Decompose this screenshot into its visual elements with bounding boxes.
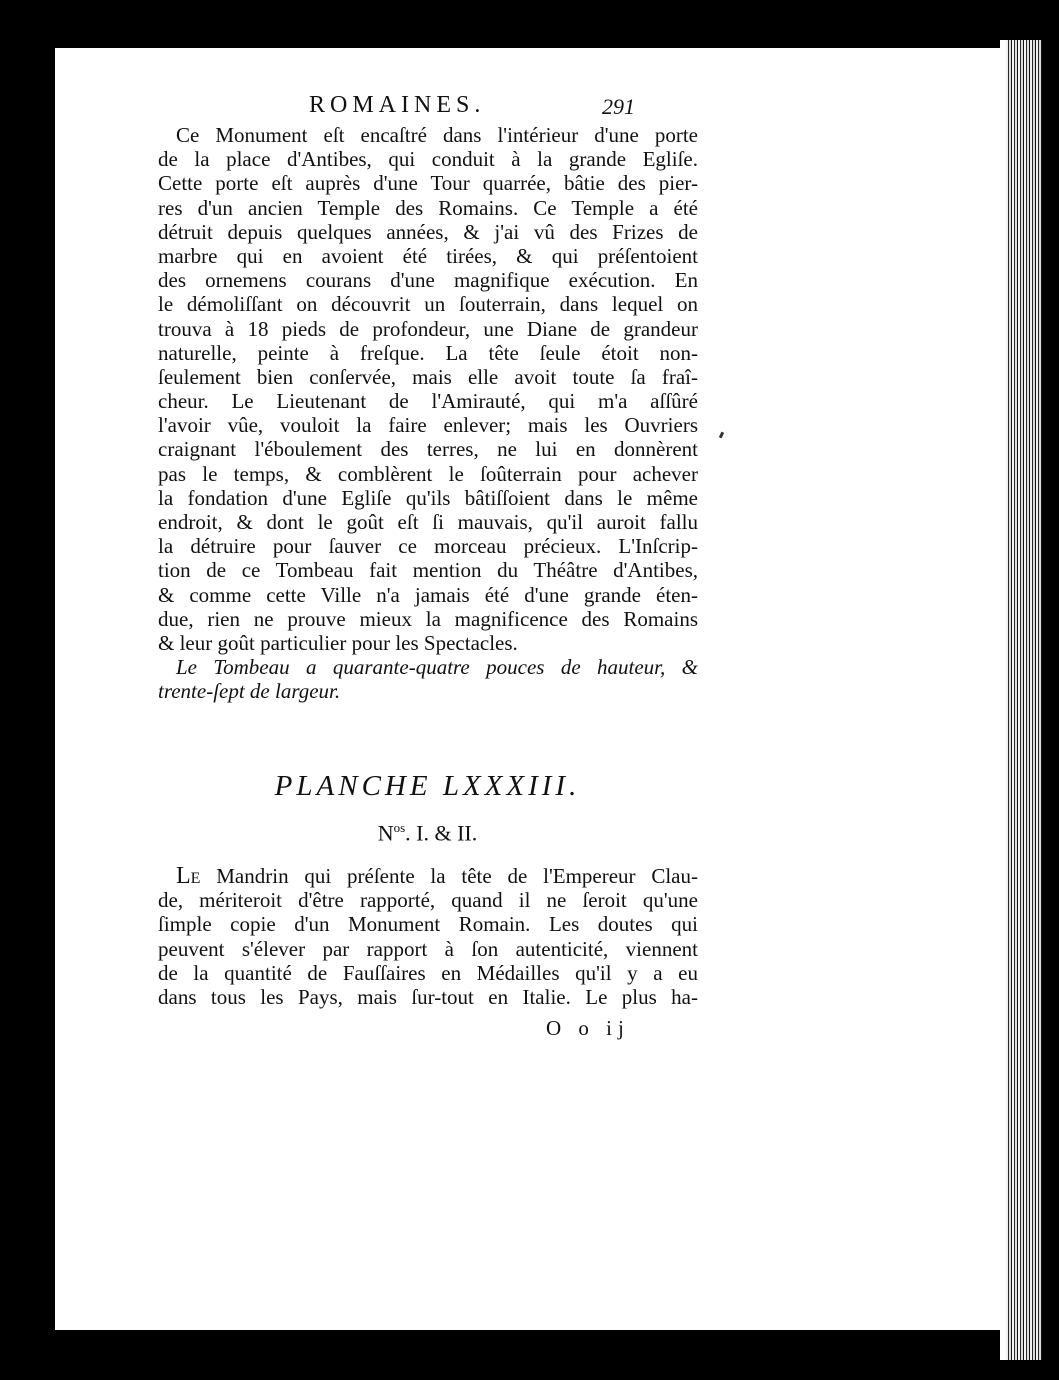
plate-numbers-superscript: os bbox=[393, 820, 406, 835]
text-line: ſimple copie d'un Monument Romain. Les doutes qui bbox=[158, 912, 698, 937]
text-line-first bbox=[158, 864, 698, 888]
text-line: l'avoir vûe, vouloit la faire enlever; mais les Ouvriers bbox=[158, 413, 698, 438]
text-line: de la place d'Antibes, qui conduit à la grande Egliſe. bbox=[158, 147, 698, 172]
signature-mark: O o ij bbox=[546, 1016, 630, 1040]
page-edge-stack bbox=[1000, 40, 1042, 1360]
text-line: Cette porte eſt auprès d'une Tour quarrée, bâtie des pier- bbox=[158, 171, 698, 196]
mandrin-text bbox=[158, 864, 698, 1009]
small-cap: E bbox=[190, 870, 201, 887]
text-line: pas le temps, & comblèrent le ſoûterrain pour achever bbox=[158, 461, 698, 486]
text-line: la détruire pour ſauver ce morceau précieux. L'Inſcrip- bbox=[158, 534, 698, 559]
plate-numbers bbox=[155, 820, 700, 846]
first-line-rest: Mandrin qui préſente la tête de l'Empereur Clau- bbox=[200, 864, 698, 888]
text-line: craignant l'éboulement des terres, ne lui en donnèrent bbox=[158, 437, 698, 462]
paragraph-dimensions bbox=[158, 655, 698, 703]
text-line: tion de ce Tombeau fait mention du Théâtre d'Antibes, bbox=[158, 558, 698, 583]
text-line: peuvent s'élever par rapport à ſon autenticité, viennent bbox=[158, 936, 698, 961]
text-line: la fondation d'une Egliſe qu'ils bâtiſſoient dans le même bbox=[158, 485, 698, 510]
text-line: détruit depuis quelques années, & j'ai vû des Frizes de bbox=[158, 219, 698, 244]
text-line: trente-ſept de largeur. bbox=[158, 679, 341, 704]
text-line: Ce Monument eſt encaſtré dans l'intérieur d'une porte bbox=[176, 123, 698, 147]
text-line: de, mériteroit d'être rapporté, quand il ne ſeroit qu'une bbox=[158, 888, 698, 913]
text-line: res d'un ancien Temple des Romains. Ce Temple a été bbox=[158, 195, 698, 220]
text-line: naturelle, peinte à freſque. La tête ſeule étoit non- bbox=[158, 340, 698, 365]
main-text bbox=[158, 123, 698, 704]
text-line: de la quantité de Fauſſaires en Médailles qu'il y a eu bbox=[158, 960, 698, 985]
plate-heading: PLANCHE LXXXIII. bbox=[274, 770, 581, 802]
text-line: ſeulement bien conſervée, mais elle avoit toute ſa fraî- bbox=[158, 364, 698, 389]
drop-cap: L bbox=[176, 863, 191, 889]
text-line: trouva à 18 pieds de profondeur, une Diane de grandeur bbox=[158, 316, 698, 341]
text-line: dans tous les Pays, mais ſur-tout en Italie. Le plus ha- bbox=[158, 984, 698, 1009]
text-line: marbre qui en avoient été tirées, & qui préſentoient bbox=[158, 243, 698, 268]
running-header bbox=[255, 92, 635, 122]
page-edge-highlight bbox=[1000, 40, 1006, 1360]
text-line: Le Tombeau a quarante-quatre pouces de hauteur, & bbox=[176, 655, 698, 680]
text-line: & leur goût particulier pour les Spectacles. bbox=[158, 630, 518, 655]
text-line: endroit, & dont le goût eſt ſi mauvais, qu'il auroit fallu bbox=[158, 510, 698, 534]
paragraph-monument bbox=[158, 123, 698, 655]
text-line: des ornemens courans d'une magnifique exécution. En bbox=[158, 268, 698, 293]
plate-numbers-rest: . I. & II. bbox=[405, 820, 478, 846]
plate-numbers-prefix: N bbox=[377, 820, 394, 846]
running-title: ROMAINES. bbox=[309, 92, 486, 118]
text-line: le démoliſſant on découvrit un ſouterrain, dans lequel on bbox=[158, 292, 698, 317]
text-line: cheur. Le Lieutenant de l'Amirauté, qui m'a aſſûré bbox=[158, 389, 698, 414]
page-number: 291 bbox=[602, 94, 635, 119]
text-line: due, rien ne prouve mieux la magnificence des Romains bbox=[158, 606, 698, 631]
text-line: & comme cette Ville n'a jamais été d'une grande éten- bbox=[158, 582, 698, 607]
